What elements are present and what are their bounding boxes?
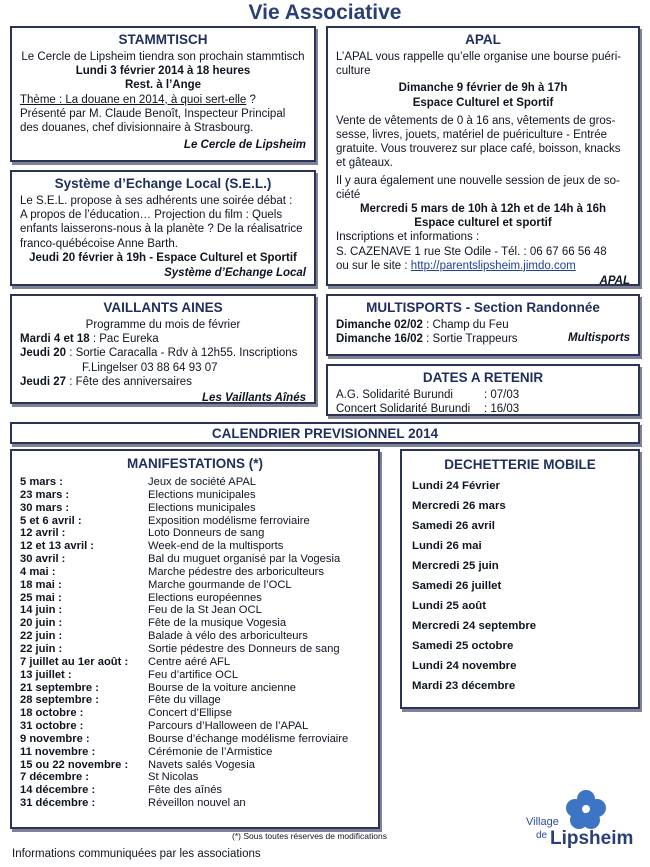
logo-de-text: de	[536, 830, 548, 841]
manifestation-row	[20, 759, 370, 772]
stammtisch-place: Rest. à l’Ange	[124, 79, 202, 92]
manifestation-row	[20, 630, 370, 643]
vaillants-subtitle: Programme du mois de février	[85, 319, 241, 331]
manifestation-row	[20, 579, 370, 592]
manifestation-date: 28 septembre :	[20, 694, 99, 707]
manifestation-row	[20, 797, 370, 810]
manifestation-event: Marche gourmande de l’OCL	[148, 578, 292, 591]
manifestation-date: 7 juillet au 1er août :	[20, 655, 129, 668]
manifestation-date: 18 mai :	[20, 578, 62, 591]
multisports-box: MULTISPORTS - Section Randonnée Dimanche 02/02 : Champ du Feu Dimanche 16/02 : Sortie Trappeurs Multisports	[326, 294, 640, 356]
manifestation-row	[20, 515, 370, 528]
dates-value: : 07/03	[484, 389, 520, 401]
manifestation-row	[20, 720, 370, 733]
manifestation-row	[20, 784, 370, 797]
dates-heading: DATES A RETENIR	[422, 370, 544, 385]
manifestation-event: Feu de la St Jean OCL	[148, 604, 262, 617]
manifestation-row	[20, 604, 370, 617]
apal-text-line: sesse, livres, jouets, matériel de puériculture - Entrée	[336, 129, 608, 142]
manifestation-date: 15 ou 22 novembre :	[20, 758, 129, 771]
apal-date2: Mercredi 5 mars de 10h à 12h et de 14h à 16h	[359, 203, 607, 216]
vaillants-day: Jeudi 20	[20, 347, 67, 360]
footer-note: Informations communiquées par les associations	[12, 848, 261, 860]
apal-text-line: et gâteaux.	[336, 157, 393, 170]
dechetterie-date: Lundi 25 août	[412, 600, 487, 613]
manifestation-row	[20, 746, 370, 759]
sel-text-line: franco-québécoise Anne Barth.	[20, 237, 178, 250]
apal-place2: Espace culturel et sportif	[414, 217, 552, 230]
manifestation-event: Jeux de société APAL	[148, 476, 257, 488]
dates-label: Concert Solidarité Burundi	[336, 403, 471, 416]
manifestation-event: St Nicolas	[148, 771, 199, 784]
manifestation-date: 13 juillet :	[20, 668, 72, 681]
manifestation-row	[20, 592, 370, 605]
dechetterie-heading: DECHETTERIE MOBILE	[444, 457, 596, 472]
manifestation-date: 30 mars :	[20, 501, 70, 514]
manifestation-row	[20, 476, 370, 489]
multisports-day: Dimanche 02/02	[336, 319, 423, 331]
manifestation-event: Réveillon nouvel an	[148, 797, 246, 810]
manifestation-row	[20, 707, 370, 720]
manifestation-row	[20, 553, 370, 566]
manifestation-event: Fête du village	[148, 694, 221, 707]
dates-label: A.G. Solidarité Burundi	[336, 389, 453, 401]
manifestation-event: Elections européennes	[148, 591, 262, 604]
dechetterie-date: Samedi 26 avril	[412, 520, 495, 533]
manifestation-date: 5 mars :	[20, 476, 63, 488]
manifestation-date: 18 octobre :	[20, 707, 84, 720]
vaillants-day: Mardi 4 et 18	[20, 333, 90, 346]
manifestation-date: 20 juin :	[20, 617, 63, 630]
stammtisch-theme: Thème : La douane en 2014, à quoi sert-elle	[20, 93, 247, 106]
dechetterie-date: Mardi 23 décembre	[412, 680, 516, 693]
manifestation-event: Parcours d’Halloween de l’APAL	[148, 720, 309, 733]
manifestation-row	[20, 771, 370, 784]
manifestation-date: 23 mars :	[20, 488, 70, 501]
manifestation-row	[20, 527, 370, 540]
sel-text-line: Le S.E.L. propose à ses adhérents une soirée débat :	[20, 195, 293, 207]
manifestation-row	[20, 669, 370, 682]
logo-name: Lipsheim	[550, 828, 634, 849]
manifestation-date: 12 avril :	[20, 527, 66, 540]
manifestation-row	[20, 733, 370, 746]
dechetterie-date: Mercredi 24 septembre	[412, 620, 537, 633]
manifestation-date: 25 mai :	[20, 591, 62, 604]
manifestation-date: 22 juin :	[20, 642, 63, 655]
sel-date: Jeudi 20 février à 19h - Espace Culturel et Sportif	[29, 251, 297, 264]
logo-village-text: Village	[526, 816, 559, 828]
manifestation-row	[20, 489, 370, 502]
dates-value: : 16/03	[484, 403, 520, 416]
stammtisch-heading: STAMMTISCH	[118, 32, 208, 47]
manifestation-event: Exposition modélisme ferroviaire	[148, 514, 310, 527]
manifestation-event: Navets salés Vogesia	[148, 758, 255, 771]
dechetterie-date: Mercredi 26 mars	[412, 500, 506, 513]
dechetterie-box	[400, 449, 640, 709]
manifestation-date: 9 novembre :	[20, 732, 90, 745]
apal-text-line: ciété	[336, 188, 361, 201]
manifestation-date: 31 octobre :	[20, 720, 84, 733]
manifestation-date: 21 septembre :	[20, 681, 99, 694]
manifestation-event: Cérémonie de l’Armistice	[148, 745, 273, 758]
manifestation-row	[20, 682, 370, 695]
apal-text-line: Vente de vêtements de 0 à 16 ans, vêtements de gros-	[336, 114, 616, 127]
page-title: Vie Associative	[248, 1, 402, 24]
manifestation-date: 5 et 6 avril :	[20, 514, 82, 527]
manifestation-row	[20, 694, 370, 707]
stammtisch-box: STAMMTISCH Le Cercle de Lipsheim tiendra son prochain stammtisch Lundi 3 février 2014 à 18 heures Rest. à l’Ange Thème : La douane en 2014, à quoi sert-elle ? Présenté par M. Claude Benoît, Inspecteur Principal des douanes, chef divisionnaire à Strasbourg. Le Cercle de Lipsheim	[10, 26, 316, 162]
apal-website-link[interactable]: http://parentslipsheim.jimdo.com	[410, 259, 576, 272]
manifestation-event: Sortie pédestre des Donneurs de sang	[148, 642, 340, 655]
dechetterie-date: Lundi 24 Février	[412, 480, 500, 492]
manifestation-event: Bourse de la voiture ancienne	[148, 681, 297, 694]
manifestation-event: Balade à vélo des arboriculteurs	[148, 630, 308, 643]
manifestation-event: Bourse d’échange modélisme ferroviaire	[148, 732, 349, 745]
multisports-day: Dimanche 16/02	[336, 333, 423, 346]
apal-text-line: Il y aura également une nouvelle session de jeux de so-	[336, 174, 620, 187]
vaillants-signature: Les Vaillants Aînés	[202, 392, 306, 405]
manifestation-date: 31 décembre :	[20, 797, 96, 810]
manifestation-event: Elections municipales	[148, 488, 256, 501]
flower-icon	[566, 790, 606, 830]
manifestation-date: 12 et 13 avril :	[20, 540, 95, 553]
apal-signature: APAL	[599, 275, 630, 288]
apal-date1: Dimanche 9 février de 9h à 17h	[398, 82, 568, 95]
apal-text-line: gratuite. Vous trouverez sur place café, boisson, knacks	[336, 143, 621, 156]
stammtisch-date: Lundi 3 février 2014 à 18 heures	[75, 65, 251, 78]
manifestation-event: Concert d’Ellipse	[148, 707, 232, 720]
manifestation-row	[20, 656, 370, 669]
manifestation-event: Fête des aînés	[148, 784, 223, 797]
manifestation-date: 22 juin :	[20, 630, 63, 643]
stammtisch-presenter-role: des douanes, chef divisionnaire à Strasbourg.	[20, 122, 254, 135]
stammtisch-intro: Le Cercle de Lipsheim tiendra son prochain stammtisch	[21, 51, 305, 63]
apal-contact: S. CAZENAVE 1 rue Ste Odile - Tél. : 06 67 66 56 48	[336, 245, 607, 258]
manifestation-row	[20, 540, 370, 553]
manifestation-event: Feu d’artifice OCL	[148, 668, 239, 681]
vaillants-phone: F.Lingelser 03 88 64 93 07	[82, 361, 218, 374]
manifestation-event: Bal du muguet organisé par la Vogesia	[148, 553, 341, 566]
manifestation-event: Elections municipales	[148, 501, 256, 514]
manifestation-event: Marche pédestre des arboriculteurs	[148, 565, 324, 578]
dechetterie-date: Samedi 26 juillet	[412, 580, 502, 593]
manifestations-heading: MANIFESTATIONS (*)	[127, 456, 263, 471]
dechetterie-date: Lundi 26 mai	[412, 540, 482, 553]
dechetterie-date: Samedi 25 octobre	[412, 640, 514, 653]
sel-signature: Système d’Echange Local	[164, 267, 306, 280]
calendar-title: CALENDRIER PREVISIONNEL 2014	[211, 426, 439, 441]
manifestation-row	[20, 566, 370, 579]
manifestation-row	[20, 617, 370, 630]
dechetterie-date: Mercredi 25 juin	[412, 560, 499, 573]
apal-text-line: culture	[336, 65, 371, 78]
manifestation-date: 11 novembre :	[20, 745, 96, 758]
multisports-heading: MULTISPORTS - Section Randonnée	[366, 300, 600, 315]
manifestation-row	[20, 643, 370, 656]
apal-text-line: Inscriptions et informations :	[336, 231, 480, 244]
calendar-title-box	[10, 422, 640, 444]
apal-heading: APAL	[465, 32, 501, 47]
sel-box	[10, 170, 316, 286]
apal-box: APAL L’APAL vous rappelle qu’elle organise une bourse puéri- culture Dimanche 9 février de 9h à 17h Espace Culturel et Sportif Vente de vêtements de 0 à 16 ans, vêtements de gros- sesse, livres, jouets, matériel de puériculture - Entrée gratuite. Vous trouverez sur place café, boisson, knacks et gâteaux. Il y aura également une nouvelle session de jeux de so- ciété Mercredi 5 mars de 10h à 12h et de 14h à 16h Espace culturel et sportif Inscriptions et informations : S. CAZENAVE 1 rue Ste Odile - Tél. : 06 67 66 56 48 ou sur le site : http://parentslipsheim.jimdo.com APAL	[326, 26, 640, 286]
sel-text-line: enfants laisserons-nous à la planète ? De la réalisatrice	[20, 223, 303, 236]
vaillants-day: Jeudi 27	[20, 375, 67, 388]
dates-box	[326, 364, 640, 416]
apal-text-line: L’APAL vous rappelle qu’elle organise une bourse puéri-	[336, 51, 622, 63]
manifestation-date: 4 mai :	[20, 565, 56, 578]
manifestations-box	[10, 449, 380, 829]
manifestation-event: Centre aéré AFL	[148, 655, 231, 668]
manifestation-event: Fête de la musique Vogesia	[148, 617, 287, 630]
footnote: (*) Sous toutes réserves de modifications	[232, 831, 387, 841]
manifestation-date: 30 avril :	[20, 553, 66, 566]
vaillants-heading: VAILLANTS AINES	[103, 300, 223, 315]
manifestation-date: 14 juin :	[20, 604, 63, 617]
dechetterie-date: Lundi 24 novembre	[412, 660, 517, 673]
sel-heading: Système d’Echange Local (S.E.L.)	[54, 176, 272, 191]
manifestation-date: 14 décembre :	[20, 784, 96, 797]
manifestation-row	[20, 502, 370, 515]
vaillants-box: VAILLANTS AINES Programme du mois de février Mardi 4 et 18 : Pac Eureka Jeudi 20 : Sortie Caracalla - Rdv à 12h55. Inscriptions F.Lingelser 03 88 64 93 07 Jeudi 27 : Fête des anniversaires Les Vaillants Aînés	[10, 294, 316, 404]
multisports-signature: Multisports	[568, 332, 630, 345]
manifestation-date: 7 décembre :	[20, 771, 90, 784]
manifestation-event: Loto Donneurs de sang	[148, 527, 265, 540]
sel-text-line: A propos de l’éducation… Projection du film : Quels	[20, 209, 283, 222]
stammtisch-presenter: Présenté par M. Claude Benoît, Inspecteur Principal	[20, 107, 286, 120]
village-logo	[520, 790, 645, 855]
manifestation-event: Week-end de la multisports	[148, 540, 284, 553]
stammtisch-signature: Le Cercle de Lipsheim	[183, 139, 306, 152]
apal-place1: Espace Culturel et Sportif	[412, 96, 554, 109]
